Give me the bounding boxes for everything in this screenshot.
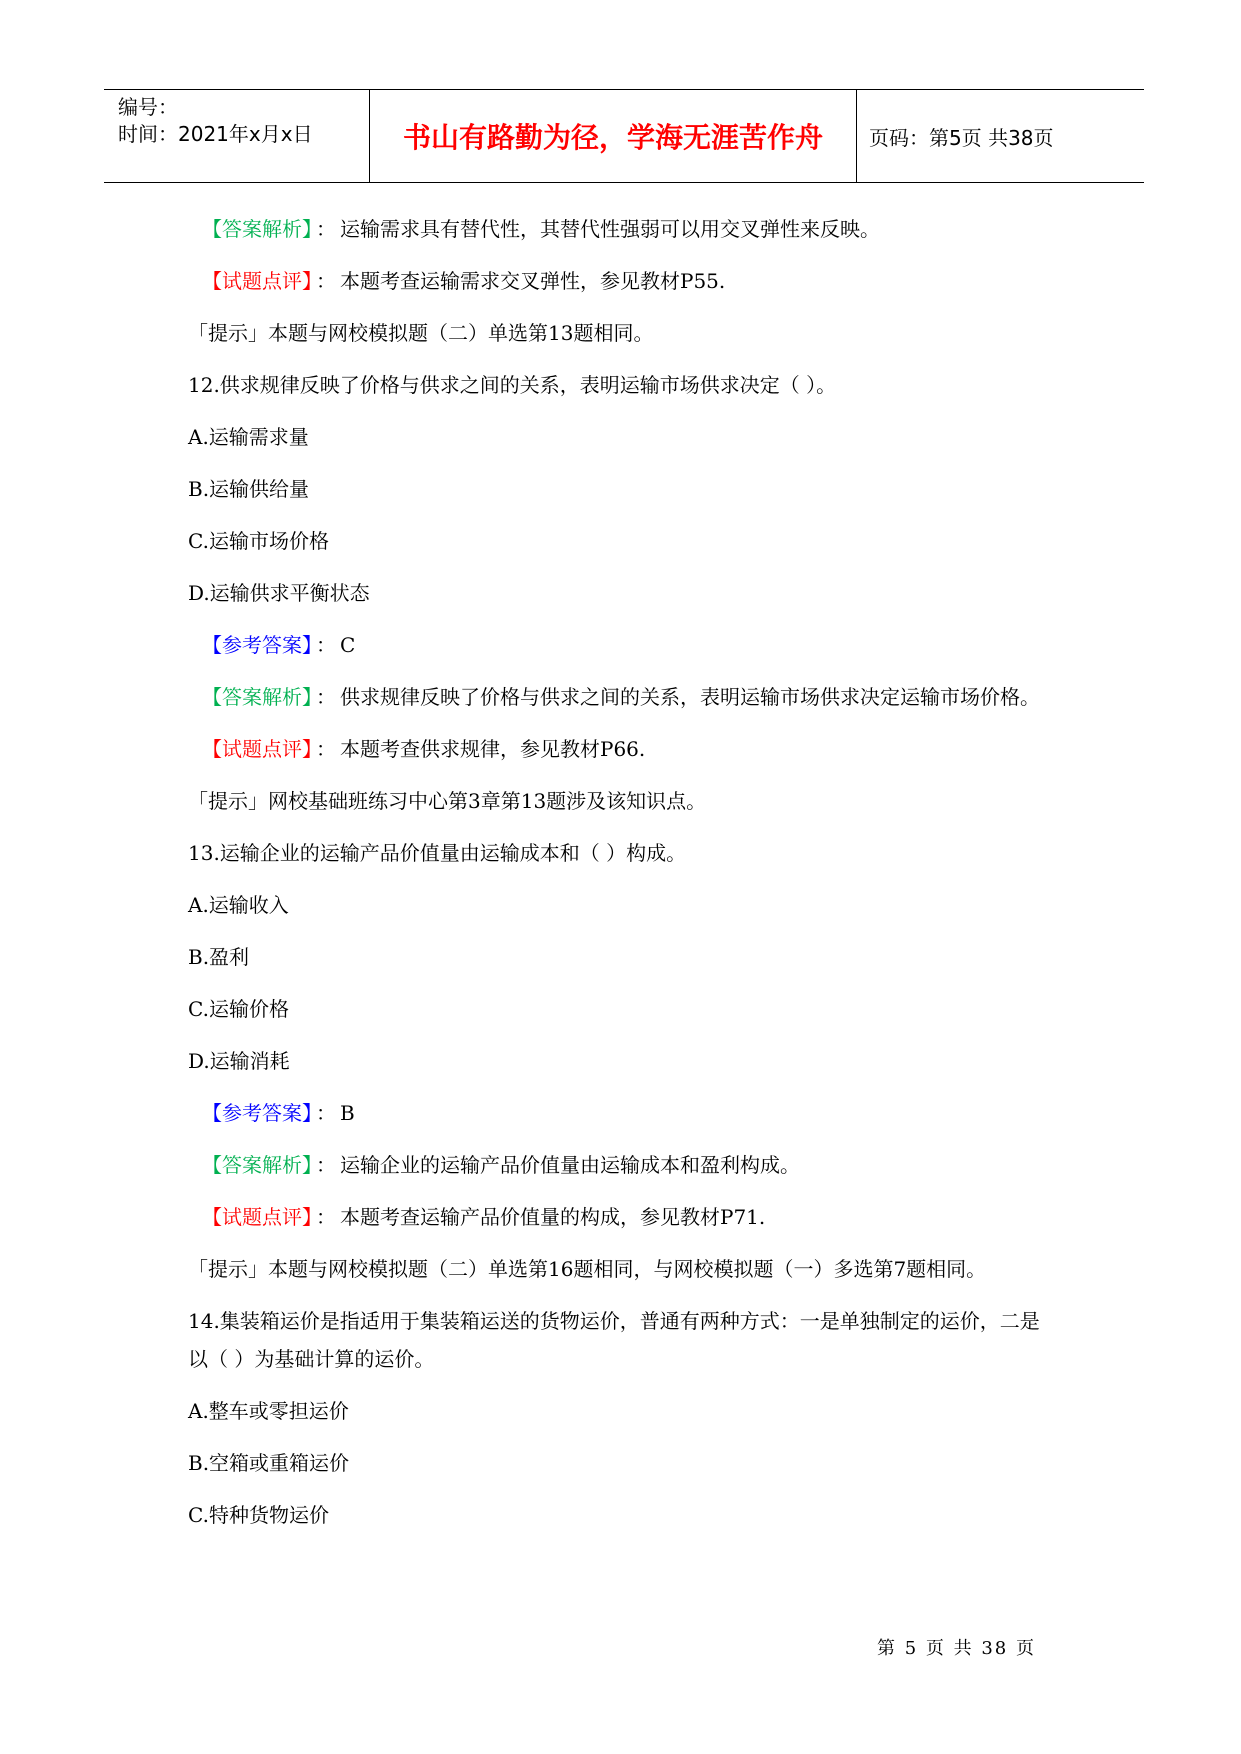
motto: 书山有路勤为径，学海无涯苦作舟 (370, 90, 857, 182)
paragraph: 13.运输企业的运输产品价值量由运输成本和（ ）构成。 (188, 841, 687, 865)
paragraph: B.盈利 (188, 945, 250, 969)
paragraph-text: B (340, 1101, 355, 1125)
page-label: 页码：第5页 共38页 (869, 125, 1054, 150)
paragraph: 「提示」本题与网校模拟题（二）单选第13题相同。 (188, 321, 654, 345)
paragraph-text: C (340, 633, 356, 657)
paragraph-tag: 【答案解析】 (202, 685, 312, 709)
tagged-paragraph (202, 1198, 1058, 1236)
paragraph-text: 运输需求具有替代性，其替代性强弱可以用交叉弹性来反映。 (340, 217, 880, 241)
paragraph: C.特种货物运价 (188, 1503, 329, 1527)
paragraph: C.运输价格 (188, 997, 289, 1021)
tag-separator: ： (316, 269, 336, 293)
paragraph-tag: 【参考答案】 (202, 633, 312, 657)
tagged-paragraph (202, 1094, 1058, 1132)
time-label: 时间：2021年x月x日 (118, 122, 313, 146)
page-header (104, 89, 1144, 183)
tagged-paragraph (202, 210, 1058, 248)
paragraph: A.运输收入 (188, 893, 289, 917)
tag-separator: ： (316, 1101, 336, 1125)
tagged-paragraph (202, 262, 1058, 300)
paragraph: A.运输需求量 (188, 425, 309, 449)
paragraph: A.整车或零担运价 (188, 1399, 349, 1423)
document-body (188, 210, 1058, 1548)
paragraph: B.空箱或重箱运价 (188, 1451, 350, 1475)
paragraph-tag: 【参考答案】 (202, 1101, 312, 1125)
tagged-paragraph (202, 1146, 1058, 1184)
number-label: 编号： (118, 95, 178, 119)
paragraph: D.运输消耗 (188, 1049, 290, 1073)
tag-separator: ： (316, 1153, 336, 1177)
paragraph-tag: 【试题点评】 (202, 737, 312, 761)
paragraph: 「提示」网校基础班练习中心第3章第13题涉及该知识点。 (188, 789, 707, 813)
header-meta (104, 90, 370, 182)
paragraph: 12.供求规律反映了价格与供求之间的关系，表明运输市场供求决定（ ）。 (188, 373, 837, 397)
tag-separator: ： (316, 685, 336, 709)
paragraph-text: 供求规律反映了价格与供求之间的关系，表明运输市场供求决定运输市场价格。 (340, 685, 1040, 709)
paragraph-tag: 【试题点评】 (202, 269, 312, 293)
tag-separator: ： (316, 1205, 336, 1229)
page-footer: 第 5 页 共 38 页 (877, 1638, 1036, 1659)
paragraph: 「提示」本题与网校模拟题（二）单选第16题相同，与网校模拟题（一）多选第7题相同。 (188, 1257, 987, 1281)
tagged-paragraph (202, 626, 1058, 664)
paragraph-tag: 【试题点评】 (202, 1205, 312, 1229)
paragraph-tag: 【答案解析】 (202, 217, 312, 241)
paragraph: 14.集装箱运价是指适用于集装箱运送的货物运价，普通有两种方式：一是单独制定的运价，二是以（ ）为基础计算的运价。 (188, 1309, 1040, 1371)
paragraph-text: 本题考查运输需求交叉弹性，参见教材P55. (340, 269, 726, 293)
tagged-paragraph (202, 678, 1058, 716)
tagged-paragraph (202, 730, 1058, 768)
paragraph: C.运输市场价格 (188, 529, 329, 553)
paragraph-text: 本题考查供求规律，参见教材P66. (340, 737, 646, 761)
tag-separator: ： (316, 217, 336, 241)
paragraph-text: 本题考查运输产品价值量的构成，参见教材P71. (340, 1205, 766, 1229)
paragraph-tag: 【答案解析】 (202, 1153, 312, 1177)
paragraph-text: 运输企业的运输产品价值量由运输成本和盈利构成。 (340, 1153, 800, 1177)
tag-separator: ： (316, 633, 336, 657)
paragraph: B.运输供给量 (188, 477, 310, 501)
paragraph: D.运输供求平衡状态 (188, 581, 370, 605)
tag-separator: ： (316, 737, 336, 761)
